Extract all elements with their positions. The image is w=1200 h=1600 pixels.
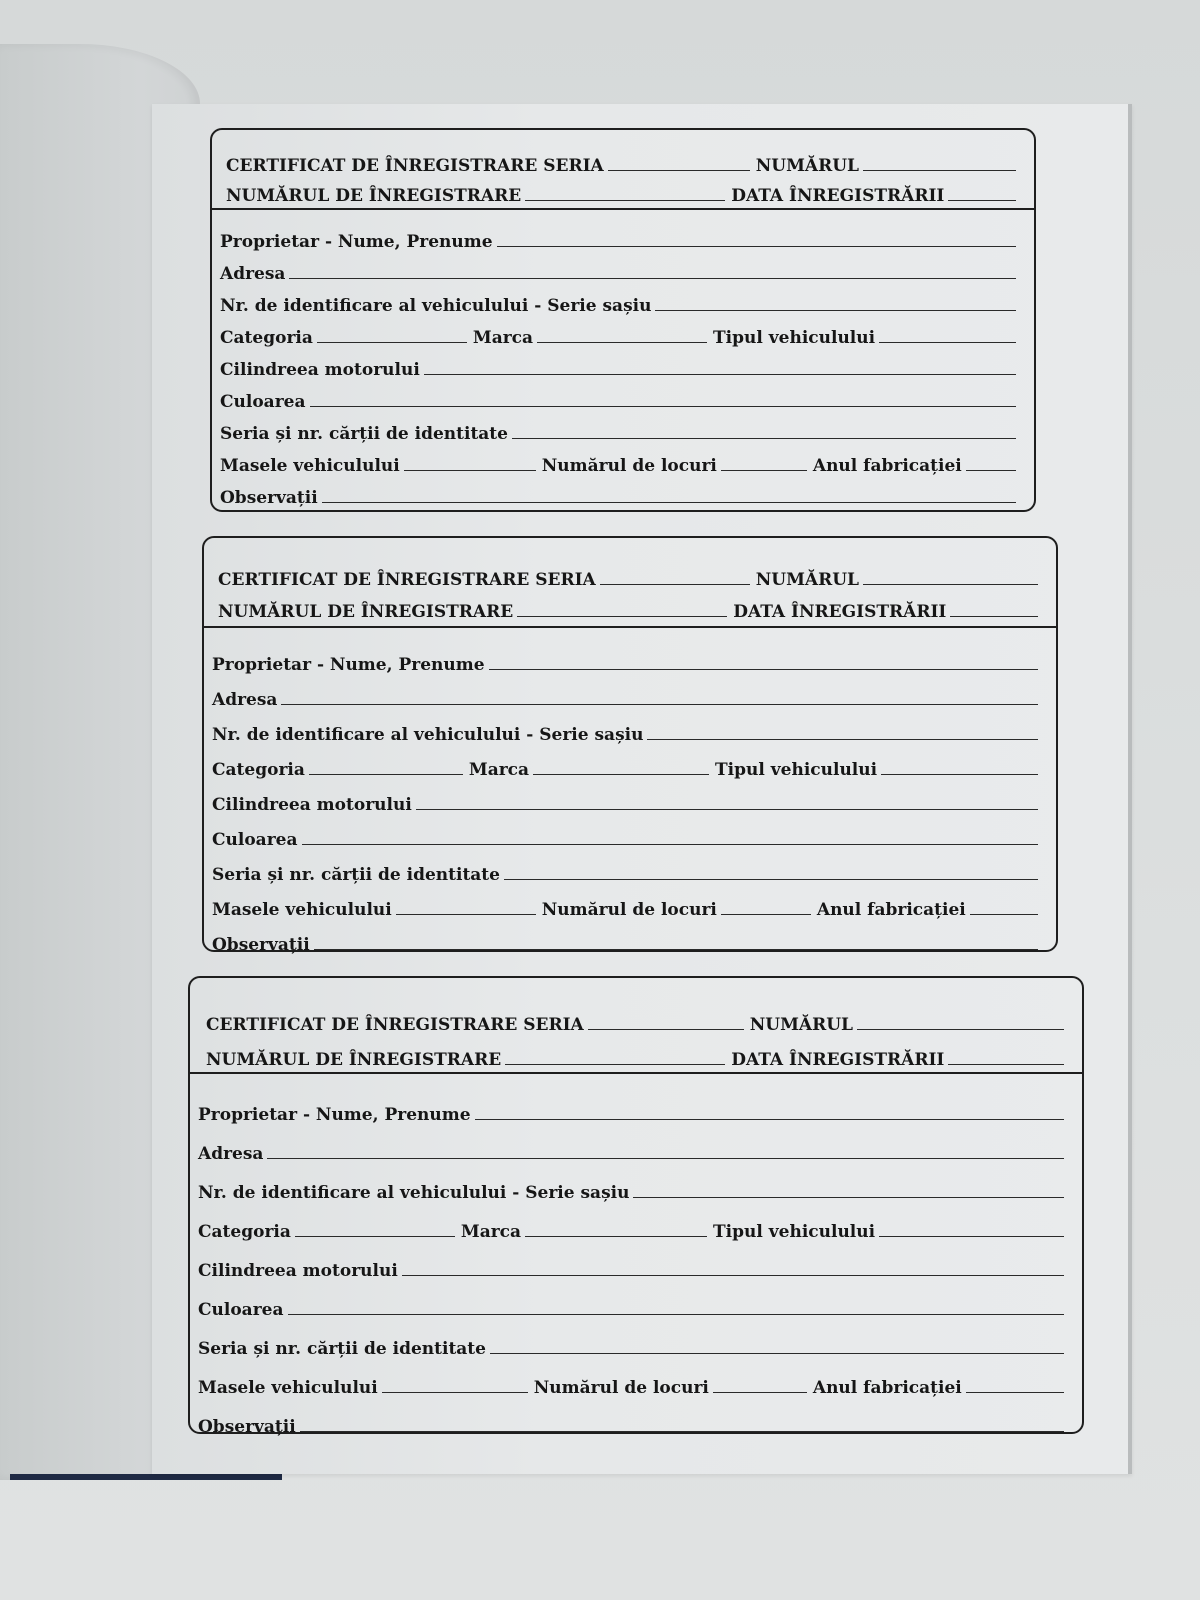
marca-label: Marca: [460, 1222, 522, 1242]
observatii-field[interactable]: [300, 1430, 1064, 1432]
card-body: [204, 628, 1056, 955]
nr-identificare-label: Nr. de identificare al vehiculului - Serie sașiu: [198, 1183, 630, 1203]
masele-label: Masele vehiculului: [220, 456, 400, 476]
row-observatii: [212, 920, 1044, 955]
adresa-label: Adresa: [198, 1144, 264, 1164]
categoria-label: Categoria: [220, 328, 313, 348]
marca-label: Marca: [468, 760, 530, 780]
anul-field[interactable]: [966, 1391, 1064, 1393]
row-seria-ci: [220, 412, 1022, 444]
nr-identificare-field[interactable]: [633, 1196, 1064, 1198]
proprietar-label: Proprietar - Nume, Prenume: [198, 1105, 471, 1125]
numarul-field[interactable]: [857, 1028, 1064, 1030]
data-field[interactable]: [948, 199, 1016, 201]
observatii-field[interactable]: [314, 948, 1038, 950]
nr-inregistrare-label: NUMĂRUL DE ÎNREGISTRARE: [218, 602, 514, 622]
row-observatii: [220, 476, 1022, 508]
header-row-inregistrare: [206, 1035, 1070, 1070]
seria-ci-field[interactable]: [512, 437, 1016, 439]
row-culoarea: [212, 815, 1044, 850]
categoria-field[interactable]: [317, 341, 467, 343]
row-categoria: [198, 1203, 1070, 1242]
cilindreea-label: Cilindreea motorului: [212, 795, 412, 815]
seria-field[interactable]: [588, 1028, 744, 1030]
marca-field[interactable]: [525, 1235, 707, 1237]
culoarea-field[interactable]: [310, 405, 1017, 407]
masele-field[interactable]: [382, 1391, 528, 1393]
nr-identificare-label: Nr. de identificare al vehiculului - Serie sașiu: [212, 725, 644, 745]
tipul-field[interactable]: [879, 341, 1016, 343]
marca-field[interactable]: [533, 773, 709, 775]
culoarea-label: Culoarea: [220, 392, 306, 412]
seria-label: CERTIFICAT DE ÎNREGISTRARE SERIA: [226, 156, 604, 176]
culoarea-label: Culoarea: [212, 830, 298, 850]
registration-card-1: [210, 128, 1036, 512]
culoarea-field[interactable]: [302, 843, 1039, 845]
numarul-label: NUMĂRUL: [755, 156, 859, 176]
culoarea-field[interactable]: [288, 1313, 1065, 1315]
seria-label: CERTIFICAT DE ÎNREGISTRARE SERIA: [218, 570, 596, 590]
masele-label: Masele vehiculului: [212, 900, 392, 920]
card-body: [212, 210, 1034, 508]
adresa-field[interactable]: [289, 277, 1016, 279]
tipul-label: Tipul vehiculului: [713, 1222, 876, 1242]
marca-label: Marca: [472, 328, 534, 348]
nr-inregistrare-field[interactable]: [517, 615, 727, 617]
marca-field[interactable]: [537, 341, 707, 343]
nr-inregistrare-label: NUMĂRUL DE ÎNREGISTRARE: [226, 186, 522, 206]
locuri-field[interactable]: [721, 913, 811, 915]
adresa-field[interactable]: [267, 1157, 1064, 1159]
locuri-field[interactable]: [721, 469, 807, 471]
masele-field[interactable]: [396, 913, 536, 915]
row-adresa: [198, 1125, 1070, 1164]
anul-field[interactable]: [970, 913, 1038, 915]
seria-field[interactable]: [608, 169, 750, 171]
categoria-field[interactable]: [295, 1235, 455, 1237]
card-header: [212, 130, 1034, 210]
locuri-label: Numărul de locuri: [541, 900, 717, 920]
data-label: DATA ÎNREGISTRĂRII: [733, 602, 947, 622]
book-cover-strip: [10, 1474, 282, 1480]
row-cilindreea: [198, 1242, 1070, 1281]
cilindreea-label: Cilindreea motorului: [220, 360, 420, 380]
row-categoria: [212, 745, 1044, 780]
header-row-seria: [206, 1000, 1070, 1035]
card-header: [204, 538, 1056, 628]
observatii-label: Observații: [212, 935, 310, 955]
seria-ci-label: Seria și nr. cărții de identitate: [212, 865, 500, 885]
proprietar-field[interactable]: [489, 668, 1038, 670]
nr-identificare-label: Nr. de identificare al vehiculului - Serie sașiu: [220, 296, 652, 316]
masele-field[interactable]: [404, 469, 536, 471]
tipul-label: Tipul vehiculului: [713, 328, 876, 348]
observatii-label: Observații: [198, 1417, 296, 1437]
row-adresa: [220, 252, 1022, 284]
data-label: DATA ÎNREGISTRĂRII: [731, 186, 945, 206]
row-culoarea: [198, 1281, 1070, 1320]
categoria-field[interactable]: [309, 773, 463, 775]
data-field[interactable]: [950, 615, 1038, 617]
nr-inregistrare-field[interactable]: [505, 1063, 725, 1065]
cilindreea-label: Cilindreea motorului: [198, 1261, 398, 1281]
row-cilindreea: [212, 780, 1044, 815]
seria-label: CERTIFICAT DE ÎNREGISTRARE SERIA: [206, 1015, 584, 1035]
categoria-label: Categoria: [198, 1222, 291, 1242]
locuri-label: Numărul de locuri: [533, 1378, 709, 1398]
row-culoarea: [220, 380, 1022, 412]
row-nr-identificare: [198, 1164, 1070, 1203]
seria-field[interactable]: [600, 583, 750, 585]
row-nr-identificare: [220, 284, 1022, 316]
tipul-field[interactable]: [879, 1235, 1064, 1237]
observatii-label: Observații: [220, 488, 318, 508]
numarul-field[interactable]: [863, 583, 1038, 585]
row-proprietar: [220, 220, 1022, 252]
header-row-seria: [218, 558, 1044, 590]
cilindreea-field[interactable]: [424, 373, 1016, 375]
row-masele: [220, 444, 1022, 476]
seria-ci-label: Seria și nr. cărții de identitate: [220, 424, 508, 444]
tipul-label: Tipul vehiculului: [715, 760, 878, 780]
row-proprietar: [212, 640, 1044, 675]
row-seria-ci: [212, 850, 1044, 885]
locuri-field[interactable]: [713, 1391, 807, 1393]
numarul-label: NUMĂRUL: [749, 1015, 853, 1035]
page-edge: [1128, 104, 1132, 1474]
anul-label: Anul fabricației: [812, 456, 962, 476]
numarul-field[interactable]: [863, 169, 1016, 171]
proprietar-field[interactable]: [497, 245, 1016, 247]
seria-ci-field[interactable]: [504, 878, 1038, 880]
adresa-label: Adresa: [212, 690, 278, 710]
row-seria-ci: [198, 1320, 1070, 1359]
row-categoria: [220, 316, 1022, 348]
anul-label: Anul fabricației: [812, 1378, 962, 1398]
cilindreea-field[interactable]: [402, 1274, 1064, 1276]
anul-field[interactable]: [966, 469, 1016, 471]
masele-label: Masele vehiculului: [198, 1378, 378, 1398]
adresa-label: Adresa: [220, 264, 286, 284]
data-label: DATA ÎNREGISTRĂRII: [731, 1050, 945, 1070]
culoarea-label: Culoarea: [198, 1300, 284, 1320]
categoria-label: Categoria: [212, 760, 305, 780]
proprietar-label: Proprietar - Nume, Prenume: [212, 655, 485, 675]
row-cilindreea: [220, 348, 1022, 380]
row-masele: [212, 885, 1044, 920]
proprietar-field[interactable]: [475, 1118, 1064, 1120]
numarul-label: NUMĂRUL: [755, 570, 859, 590]
row-nr-identificare: [212, 710, 1044, 745]
seria-ci-field[interactable]: [490, 1352, 1064, 1354]
seria-ci-label: Seria și nr. cărții de identitate: [198, 1339, 486, 1359]
data-field[interactable]: [948, 1063, 1064, 1065]
nr-inregistrare-field[interactable]: [525, 199, 725, 201]
row-proprietar: [198, 1086, 1070, 1125]
card-body: [190, 1074, 1082, 1437]
nr-identificare-field[interactable]: [647, 738, 1038, 740]
row-masele: [198, 1359, 1070, 1398]
row-adresa: [212, 675, 1044, 710]
cilindreea-field[interactable]: [416, 808, 1038, 810]
observatii-field[interactable]: [322, 501, 1016, 503]
nr-identificare-field[interactable]: [655, 309, 1016, 311]
proprietar-label: Proprietar - Nume, Prenume: [220, 232, 493, 252]
header-row-seria: [226, 146, 1022, 176]
nr-inregistrare-label: NUMĂRUL DE ÎNREGISTRARE: [206, 1050, 502, 1070]
registration-card-2: [202, 536, 1058, 955]
row-observatii: [198, 1398, 1070, 1437]
registration-card-3: [188, 976, 1084, 1437]
tipul-field[interactable]: [881, 773, 1038, 775]
locuri-label: Numărul de locuri: [541, 456, 717, 476]
adresa-field[interactable]: [281, 703, 1038, 705]
card-header: [190, 978, 1082, 1074]
header-row-inregistrare: [226, 176, 1022, 206]
anul-label: Anul fabricației: [816, 900, 966, 920]
header-row-inregistrare: [218, 590, 1044, 622]
